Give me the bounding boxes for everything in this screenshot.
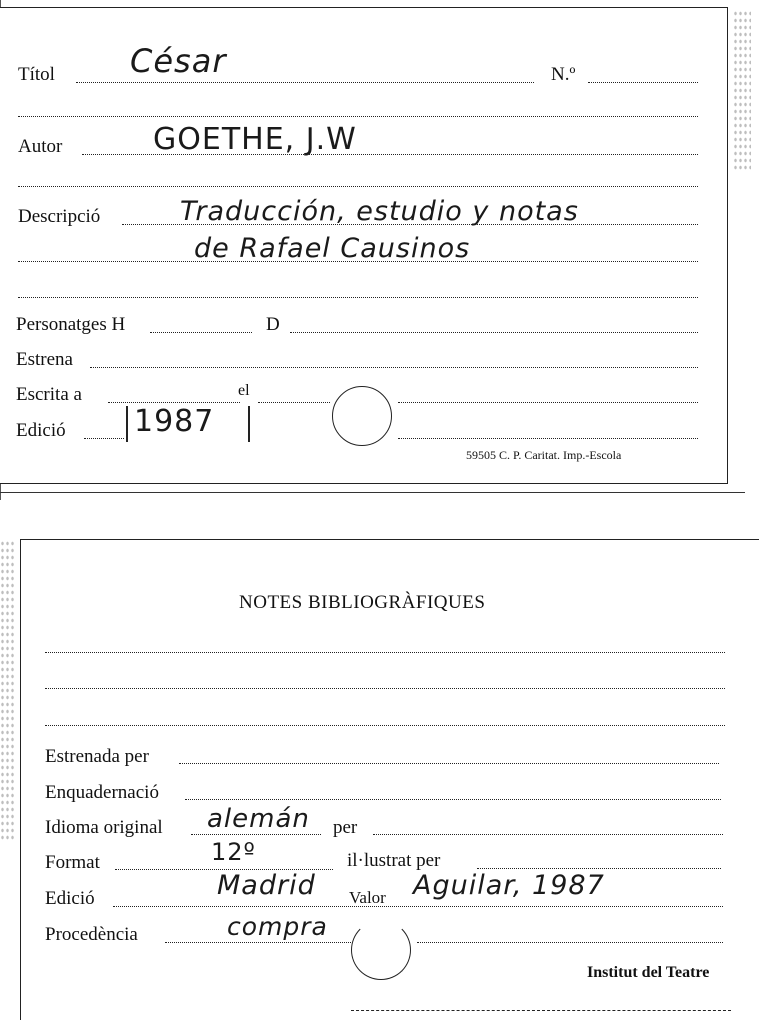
edicio-value: 1987 (134, 404, 215, 439)
numero-line (588, 82, 698, 83)
el-label: el (238, 382, 250, 399)
idioma-per-label: per (333, 817, 358, 838)
descripcio-label: Descripció (18, 206, 101, 227)
descripcio-value-1: Traducción, estudio y notas (180, 196, 579, 227)
numero-label: N.º (551, 64, 576, 85)
enquadernacio-line (185, 799, 721, 800)
titol-label: Títol (18, 64, 55, 85)
autor-label: Autor (18, 136, 63, 157)
notes-line-2 (45, 688, 725, 689)
autor-value: GOETHE, J.W (153, 122, 357, 157)
procedencia-label: Procedència (45, 924, 138, 945)
printer-note: 59505 C. P. Caritat. Imp.-Escola (466, 448, 622, 462)
blank-line-1 (18, 116, 698, 117)
card-bottom-edge (351, 1010, 731, 1011)
enquadernacio-label: Enquadernació (45, 782, 159, 803)
punch-hole-back (351, 920, 411, 980)
punch-hole (332, 386, 392, 446)
descripcio-value-2: de Rafael Causinos (194, 233, 471, 264)
idioma-per-line (373, 834, 723, 835)
notes-line-3 (45, 725, 725, 726)
estrenada-line (179, 763, 719, 764)
personatges-d-label: D (266, 314, 280, 335)
estrena-label: Estrena (16, 349, 73, 370)
edicio-label: Edició (16, 420, 66, 441)
personatges-d-line (290, 332, 698, 333)
catalog-card-front (0, 7, 728, 484)
notes-line-1 (45, 652, 725, 653)
edicio2-rest: Aguilar, 1987 (413, 870, 605, 901)
el-line-right (398, 402, 698, 403)
titol-line (76, 82, 534, 83)
personatges-h-line (150, 332, 252, 333)
edicio2-label: Edició (45, 888, 95, 909)
idioma-line (191, 834, 321, 835)
idioma-label: Idioma original (45, 817, 163, 838)
institution-name: Institut del Teatre (587, 964, 710, 981)
format-label: Format (45, 852, 100, 873)
scan-noise-left (0, 540, 16, 840)
el-line-left (258, 402, 330, 403)
edicio-line-right (398, 438, 698, 439)
escrita-label: Escrita a (16, 384, 82, 405)
valor-label: Valor (349, 888, 386, 907)
card-divider (0, 492, 745, 493)
estrenada-label: Estrenada per (45, 746, 149, 767)
estrena-line (90, 367, 698, 368)
notes-heading: NOTES BIBLIOGRÀFIQUES (239, 592, 486, 613)
titol-value: César (130, 42, 227, 80)
edicio2-line (113, 906, 723, 907)
illustrat-line (477, 868, 721, 869)
idioma-value: alemán (207, 804, 310, 834)
edicio-line (84, 438, 124, 439)
catalog-card-back (20, 539, 759, 1020)
personatges-label: Personatges H (16, 314, 126, 335)
blank-line-2 (18, 186, 698, 187)
escrita-line (108, 402, 240, 403)
procedencia-line-right (417, 942, 723, 943)
scan-noise-right (733, 10, 751, 170)
blank-line-3 (18, 297, 698, 298)
procedencia-value: compra (227, 912, 328, 941)
illustrat-label: il·lustrat per (347, 850, 441, 871)
edicio2-place: Madrid (217, 870, 316, 901)
format-value: 12º (211, 838, 256, 866)
procedencia-line (165, 942, 351, 943)
